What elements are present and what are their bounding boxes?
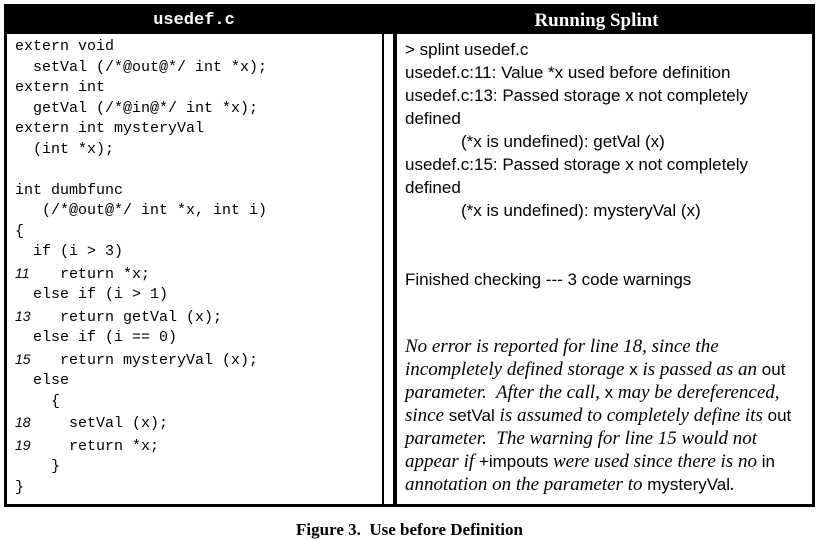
code-line	[15, 181, 378, 202]
code-line	[15, 328, 378, 349]
code-text: return mysteryVal (x);	[33, 351, 259, 369]
commentary-segment: parameter. After the call,	[405, 359, 791, 403]
code-line	[15, 285, 378, 306]
splint-output	[405, 38, 806, 291]
code-text: return *x;	[33, 437, 160, 455]
code-line	[15, 263, 378, 286]
code-line	[15, 58, 378, 79]
code-line	[15, 160, 378, 181]
code-line	[15, 478, 378, 499]
code-line	[15, 119, 378, 140]
output-line: usedef.c:15: Passed storage x not completely	[405, 155, 749, 174]
code-line	[15, 435, 378, 458]
output-line: defined	[405, 109, 461, 128]
commentary-segment: parameter. The warning for line 15 would not appear if	[405, 405, 796, 472]
commentary-code-term: x	[604, 383, 614, 402]
line-number: 18	[15, 414, 31, 430]
code-line	[15, 306, 378, 329]
line-number: 13	[15, 307, 31, 324]
commentary-segment: is passed as an	[637, 359, 762, 380]
commentary-segment: annotation on the parameter to	[405, 451, 780, 495]
commentary-code-term: out	[767, 406, 792, 425]
code-text: setVal (x);	[33, 415, 169, 432]
commentary-segment: is assumed to completely define its	[494, 405, 768, 426]
splint-output-panel	[393, 34, 812, 504]
code-text: extern int mysteryVal	[15, 120, 205, 137]
code-text: setVal (/*@out@*/ int *x);	[15, 58, 268, 76]
code-panel	[7, 34, 384, 504]
line-number: 15	[15, 350, 31, 367]
code-line	[15, 37, 378, 58]
code-text: else if (i > 1)	[15, 286, 169, 303]
figure-caption: Figure 3. Use before Definition	[296, 520, 523, 539]
code-text	[15, 161, 24, 178]
column-gutter	[384, 34, 393, 504]
code-line	[15, 99, 378, 120]
line-number: 11	[15, 264, 30, 281]
commentary-code-term: mysteryVal	[647, 475, 731, 494]
line-number: 19	[15, 436, 31, 453]
output-line: (*x is undefined): getVal (x)	[461, 132, 665, 151]
code-text: return getVal (x);	[33, 308, 223, 326]
code-text: extern void	[15, 38, 115, 55]
code-text: {	[15, 222, 25, 240]
code-text: int dumbfunc	[15, 181, 124, 199]
code-text: getVal (/*@in@*/ int *x);	[15, 99, 259, 117]
commentary-text	[405, 335, 806, 496]
commentary-segment: were used since there is no	[548, 451, 762, 472]
output-line: defined	[405, 178, 461, 197]
table-body-row	[7, 34, 812, 504]
code-line	[15, 78, 378, 99]
output-line	[405, 222, 806, 245]
code-line	[15, 349, 378, 372]
code-text: if (i > 3)	[15, 243, 124, 260]
commentary-code-term: +impouts	[478, 452, 549, 471]
code-line	[15, 140, 378, 161]
output-line: usedef.c:13: Passed storage x not completely	[405, 86, 749, 105]
code-text: (int *x);	[15, 140, 115, 158]
commentary-code-term: x	[629, 360, 638, 379]
code-text: }	[15, 478, 25, 496]
output-line	[405, 245, 806, 268]
code-text: (/*@out@*/ int *x, int i)	[15, 202, 268, 219]
right-column-header: Running Splint	[534, 9, 659, 31]
commentary-segment: may be dereferenced, since	[405, 382, 785, 426]
output-line: > splint usedef.c	[405, 40, 529, 59]
output-line: usedef.c:11: Value *x used before definition	[405, 63, 731, 82]
code-text: return *x;	[33, 265, 151, 283]
code-line	[15, 201, 378, 222]
table-header-row	[7, 7, 812, 34]
output-line: (*x is undefined): mysteryVal (x)	[461, 201, 701, 220]
code-text: extern int	[15, 79, 106, 96]
code-text: }	[15, 458, 61, 475]
left-column-header: usedef.c	[153, 11, 235, 30]
commentary-segment: No error is reported for line 18, since the incompletely defined storage	[405, 336, 724, 380]
code-line	[15, 371, 378, 392]
figure-table	[4, 4, 815, 507]
code-line	[15, 242, 378, 263]
code-text: else if (i == 0)	[15, 329, 178, 346]
code-line	[15, 457, 378, 478]
commentary-code-term: setVal	[448, 406, 495, 425]
output-line: Finished checking --- 3 code warnings	[405, 270, 692, 289]
commentary-code-term: in	[761, 452, 775, 471]
code-text: else	[15, 372, 70, 389]
commentary-code-term: out	[761, 360, 786, 379]
code-text: {	[15, 392, 61, 410]
code-line	[15, 222, 378, 243]
code-line	[15, 392, 378, 413]
code-line	[15, 412, 378, 435]
commentary-segment: .	[730, 474, 735, 495]
